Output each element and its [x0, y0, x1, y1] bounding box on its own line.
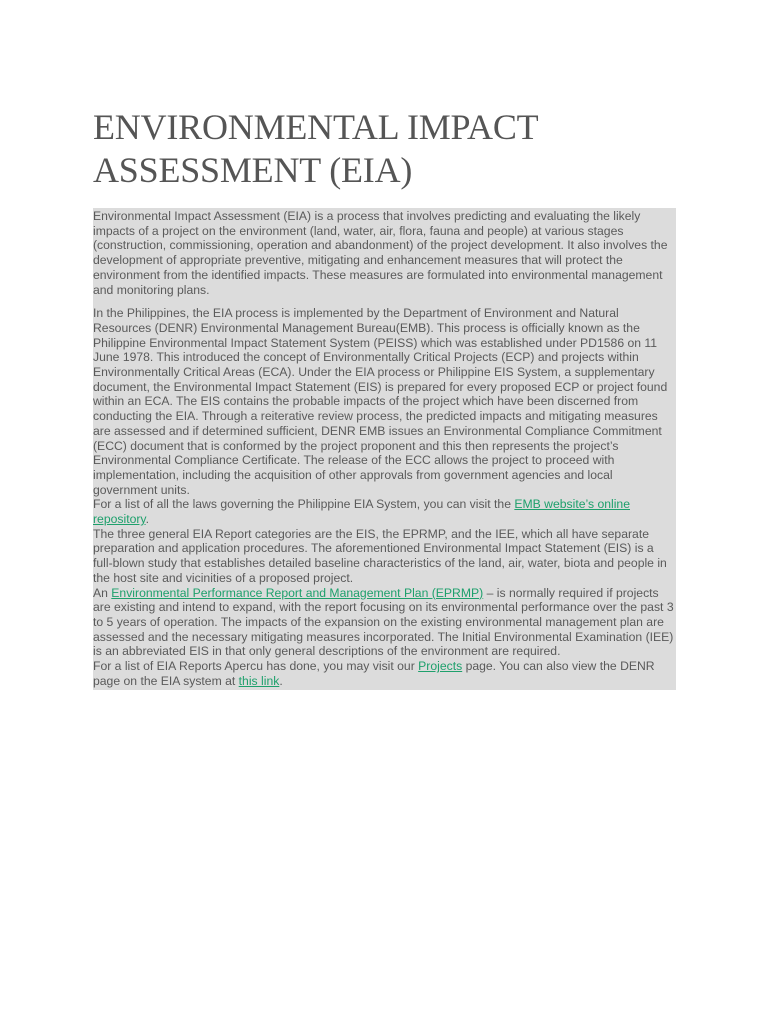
body-text-block [93, 208, 676, 690]
paragraph-eprmp-start: An [93, 585, 112, 600]
eprmp-link[interactable]: Environmental Performance Report and Management Plan (EPRMP) [111, 585, 484, 600]
paragraph-laws-text: For a list of all the laws governing the Philippine EIA System, you can visit the [93, 497, 515, 512]
denr-eia-link[interactable]: this link [238, 673, 280, 688]
document-page [93, 106, 676, 690]
paragraph-intro: Environmental Impact Assessment (EIA) is a process that involves predicting and evaluating the likely impacts of a project on the environment (land, water, air, flora, fauna and people) at various stages (construction, commissioning, operation and abandonment) of the project development. It also involves the development of appropriate preventive, mitigating and enhancement measures that will protect the environment from the identified impacts. These measures are formulated into environmental management and monitoring plans. [93, 209, 668, 297]
title-line-1: ENVIRONMENTAL IMPACT [93, 107, 539, 147]
projects-link[interactable]: Projects [418, 659, 463, 674]
paragraph-eprmp-text: – is normally required if projects are existing and intend to expand, with the report focusing on its environmental performance over the past 3 to 5 years of operation. The impacts of the expansion on the existing environmental management plan are assessed and the necessary mitigating measures incorporated. The Initial Environmental Examination (IEE) is an abbreviated EIS in that only general descriptions of the environment are required. [93, 585, 674, 659]
paragraph-eprmp [93, 586, 676, 660]
emb-repository-link[interactable]: EMB website’s online repository [93, 497, 630, 527]
paragraph-categories: The three general EIA Report categories are the EIS, the EPRMP, and the IEE, which all have separate preparation and application procedures. The aforementioned Environmental Impact Statement (EIS) is a full-blown study that establishes detailed baseline characteristics of the land, air, water, biota and people in the host site and vicinities of a proposed project. [93, 526, 667, 585]
page-title [93, 106, 676, 192]
paragraph-reports [93, 659, 676, 688]
title-line-2: ASSESSMENT (EIA) [93, 150, 413, 190]
paragraph-laws [93, 497, 676, 526]
paragraph-reports-end: . [279, 673, 283, 688]
paragraph-laws-end: . [145, 512, 149, 527]
paragraph-reports-text: For a list of EIA Reports Apercu has done, you may visit our [93, 659, 419, 674]
paragraph-reports-middle: page. You can also view the DENR page on the EIA system at [93, 659, 655, 688]
paragraph-philippines: In the Philippines, the EIA process is implemented by the Department of Environment and Natural Resources (DENR) Environmental Management Bureau(EMB). This process is officially known as the Philippine Environmental Impact Statement System (PEISS) which was established under PD1586 on 11 June 1978. This introduced the concept of Environmentally Critical Projects (ECP) and projects within Environmentally Critical Areas (ECA). Under the EIA process or Philippine EIS System, a supplementary document, the Environmental Impact Statement (EIS) is prepared for every proposed ECP or project found within an ECA. The EIS contains the probable impacts of the project which have been discerned from conducting the EIA. Through a reiterative review process, the predicted impacts and mitigating measures are assessed and if determined sufficient, DENR EMB issues an Environmental Compliance Commitment (ECC) document that is conformed by the project proponent and this then represents the project’s Environmental Compliance Certificate. The release of the ECC allows the project to proceed with implementation, including the acquisition of other approvals from government agencies and local government units. [93, 306, 668, 497]
